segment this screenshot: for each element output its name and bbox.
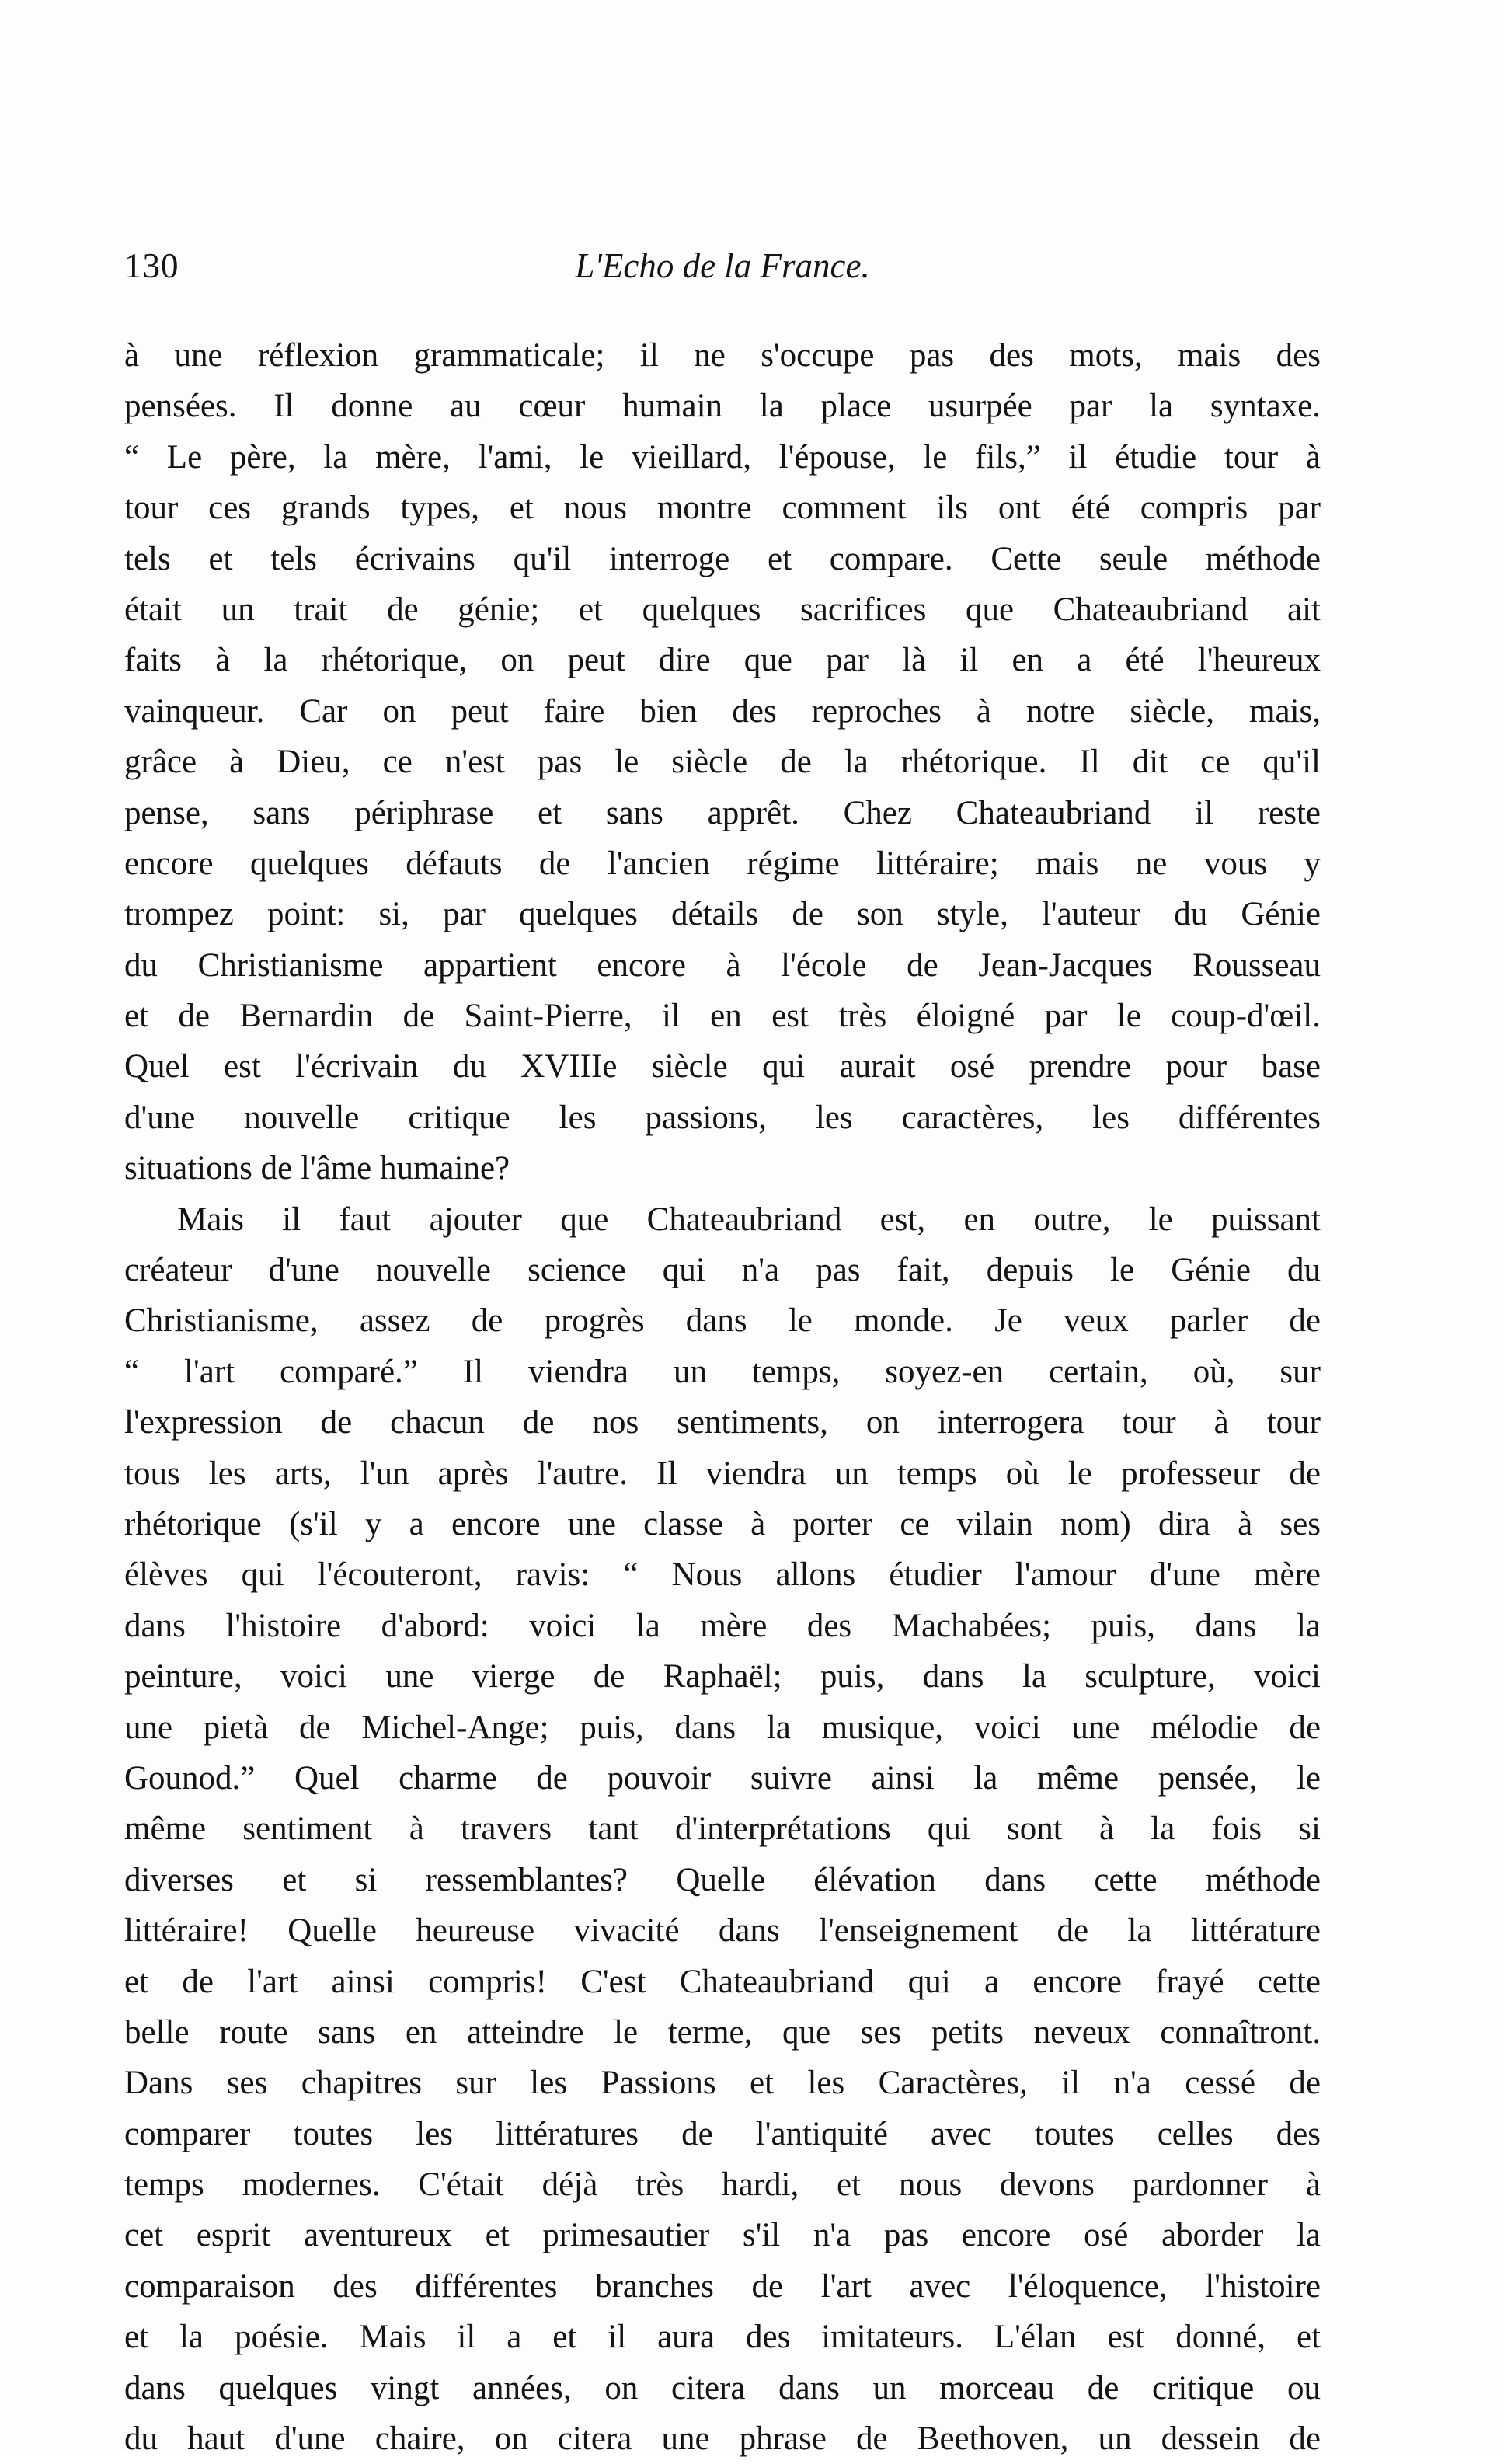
- text-line: l'expression de chacun de nos sentiments, on interrogera tour à tour: [124, 1404, 1321, 1441]
- text-line: “ Le père, la mère, l'ami, le vieillard, l'épouse, le fils,” il étudie tour à: [124, 438, 1321, 476]
- text-line: même sentiment à travers tant d'interprétations qui sont à la fois si: [124, 1811, 1321, 1848]
- text-line: Christianisme, assez de progrès dans le monde. Je veux parler de: [124, 1302, 1321, 1340]
- text-line: Dans ses chapitres sur les Passions et les Caractères, il n'a cessé de: [124, 2065, 1321, 2102]
- text-line: était un trait de génie; et quelques sacrifices que Chateaubriand ait: [124, 591, 1321, 628]
- text-line: “ l'art comparé.” Il viendra un temps, soyez-en certain, où, sur: [124, 1353, 1321, 1390]
- text-line: du Christianisme appartient encore à l'école de Jean-Jacques Rousseau: [124, 946, 1321, 984]
- text-line: encore quelques défauts de l'ancien régime littéraire; mais ne vous y: [124, 845, 1321, 882]
- paragraph-2: [124, 1194, 1321, 2464]
- text-line: élèves qui l'écouteront, ravis: “ Nous allons étudier l'amour d'une mère: [124, 1556, 1321, 1594]
- text-line: vainqueur. Car on peut faire bien des reproches à notre siècle, mais,: [124, 692, 1321, 730]
- text-line: tels et tels écrivains qu'il interroge et compare. Cette seule méthode: [124, 540, 1321, 577]
- text-line: Mais il faut ajouter que Chateaubriand est, en outre, le puissant: [177, 1201, 1321, 1238]
- text-line: Gounod.” Quel charme de pouvoir suivre ainsi la même pensée, le: [124, 1759, 1321, 1797]
- text-line: comparaison des différentes branches de l'art avec l'éloquence, l'histoire: [124, 2267, 1321, 2305]
- paragraph-1: [124, 330, 1321, 1194]
- text-line: et de Bernardin de Saint-Pierre, il en est très éloigné par le coup-d'œil.: [124, 998, 1321, 1035]
- text-line: une pietà de Michel-Ange; puis, dans la musique, voici une mélodie de: [124, 1709, 1321, 1746]
- text-line: tous les arts, l'un après l'autre. Il viendra un temps où le professeur de: [124, 1455, 1321, 1492]
- body-text: [124, 330, 1321, 2464]
- text-line: dans l'histoire d'abord: voici la mère des Machabées; puis, dans la: [124, 1607, 1321, 1644]
- text-line: grâce à Dieu, ce n'est pas le siècle de la rhétorique. Il dit ce qu'il: [124, 744, 1321, 781]
- text-line: et de l'art ainsi compris! C'est Chateaubriand qui a encore frayé cette: [124, 1963, 1321, 2000]
- text-line: comparer toutes les littératures de l'antiquité avec toutes celles des: [124, 2115, 1321, 2152]
- text-line: rhétorique (s'il y a encore une classe à porter ce vilain nom) dira à ses: [124, 1505, 1321, 1542]
- text-line: belle route sans en atteindre le terme, que ses petits neveux connaîtront.: [124, 2013, 1321, 2051]
- text-line: littéraire! Quelle heureuse vivacité dans l'enseignement de la littérature: [124, 1912, 1321, 1950]
- text-line: temps modernes. C'était déjà très hardi, et nous devons pardonner à: [124, 2166, 1321, 2204]
- text-line: Quel est l'écrivain du XVIIIe siècle qui aurait osé prendre pour base: [124, 1048, 1321, 1086]
- text-line: créateur d'une nouvelle science qui n'a pas fait, depuis le Génie du: [124, 1252, 1321, 1289]
- text-line: dans quelques vingt années, on citera dans un morceau de critique ou: [124, 2369, 1321, 2406]
- text-line: et la poésie. Mais il a et il aura des imitateurs. L'élan est donné, et: [124, 2319, 1321, 2356]
- text-line: du haut d'une chaire, on citera une phrase de Beethoven, un dessein de: [124, 2420, 1321, 2458]
- page-header: [124, 235, 1321, 297]
- text-line: d'une nouvelle critique les passions, les caractères, les différentes: [124, 1099, 1321, 1136]
- text-line: tour ces grands types, et nous montre comment ils ont été compris par: [124, 490, 1321, 527]
- text-line: pense, sans périphrase et sans apprêt. Chez Chateaubriand il reste: [124, 794, 1321, 831]
- text-line: trompez point: si, par quelques détails de son style, l'auteur du Génie: [124, 896, 1321, 933]
- text-line: pensées. Il donne au cœur humain la place usurpée par la syntaxe.: [124, 388, 1321, 425]
- running-title: L'Echo de la France.: [575, 246, 870, 285]
- text-line: cet esprit aventureux et primesautier s'il n'a pas encore osé aborder la: [124, 2217, 1321, 2254]
- text-line: diverses et si ressemblantes? Quelle élévation dans cette méthode: [124, 1861, 1321, 1898]
- page-number: 130: [124, 246, 179, 285]
- text-line: peinture, voici une vierge de Raphaël; puis, dans la sculpture, voici: [124, 1658, 1321, 1696]
- text-line: à une réflexion grammaticale; il ne s'occupe pas des mots, mais des: [124, 337, 1321, 374]
- text-line: situations de l'âme humaine?: [124, 1150, 510, 1187]
- text-line: faits à la rhétorique, on peut dire que par là il en a été l'heureux: [124, 642, 1321, 679]
